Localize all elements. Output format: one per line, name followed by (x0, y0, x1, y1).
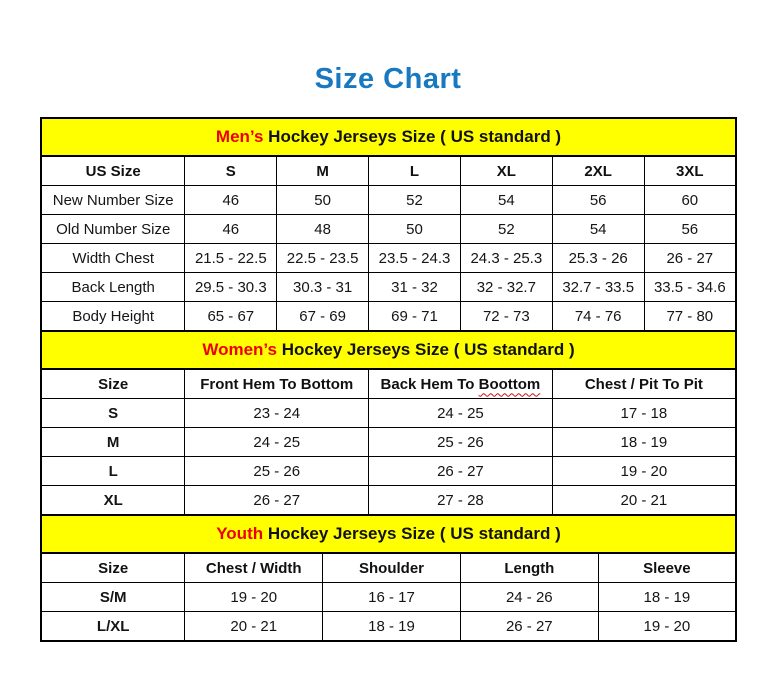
size-value: 24.3 - 25.3 (460, 244, 552, 273)
row-label: L (41, 457, 185, 486)
size-value: 23.5 - 24.3 (369, 244, 461, 273)
column-header: Front Hem To Bottom (185, 369, 369, 399)
womens-band-row (41, 331, 736, 369)
header-row (41, 553, 736, 583)
column-header: 3XL (644, 156, 736, 186)
size-value: 50 (369, 215, 461, 244)
column-header: Shoulder (323, 553, 461, 583)
row-label: New Number Size (41, 186, 185, 215)
youth-size-table (40, 514, 737, 642)
table-row (41, 486, 736, 516)
table-row (41, 302, 736, 332)
column-header: Back Hem To Boottom (369, 369, 553, 399)
band-text: Hockey Jerseys Size ( US standard ) (276, 340, 575, 359)
size-value: 22.5 - 23.5 (277, 244, 369, 273)
size-value: 48 (277, 215, 369, 244)
row-label: Old Number Size (41, 215, 185, 244)
row-label: S (41, 399, 185, 428)
size-tables (40, 117, 737, 642)
column-header: Size (41, 369, 185, 399)
size-value: 25 - 26 (369, 428, 553, 457)
womens-band (41, 331, 736, 369)
size-value: 26 - 27 (369, 457, 553, 486)
mens-size-table (40, 117, 737, 332)
size-value: 56 (552, 186, 644, 215)
size-value: 25 - 26 (185, 457, 369, 486)
row-label: L/XL (41, 612, 185, 642)
header-row (41, 369, 736, 399)
size-value: 30.3 - 31 (277, 273, 369, 302)
column-header: Chest / Pit To Pit (552, 369, 736, 399)
size-value: 23 - 24 (185, 399, 369, 428)
row-label: M (41, 428, 185, 457)
column-header: XL (460, 156, 552, 186)
womens-size-table (40, 330, 737, 516)
size-value: 52 (369, 186, 461, 215)
size-value: 32.7 - 33.5 (552, 273, 644, 302)
size-value: 18 - 19 (598, 583, 736, 612)
size-value: 60 (644, 186, 736, 215)
size-value: 65 - 67 (185, 302, 277, 332)
band-text: Hockey Jerseys Size ( US standard ) (263, 524, 561, 543)
size-value: 17 - 18 (552, 399, 736, 428)
column-header: Size (41, 553, 185, 583)
mens-band-row (41, 118, 736, 156)
band-highlight: Youth (216, 524, 264, 543)
table-row (41, 244, 736, 273)
size-value: 52 (460, 215, 552, 244)
size-value: 24 - 26 (460, 583, 598, 612)
size-value: 24 - 25 (369, 399, 553, 428)
size-value: 20 - 21 (552, 486, 736, 516)
size-value: 29.5 - 30.3 (185, 273, 277, 302)
size-value: 19 - 20 (598, 612, 736, 642)
band-text: Hockey Jerseys Size ( US standard ) (263, 127, 562, 146)
size-value: 56 (644, 215, 736, 244)
size-value: 16 - 17 (323, 583, 461, 612)
row-label: S/M (41, 583, 185, 612)
size-value: 46 (185, 186, 277, 215)
row-label: XL (41, 486, 185, 516)
youth-band (41, 515, 736, 553)
size-value: 31 - 32 (369, 273, 461, 302)
size-value: 20 - 21 (185, 612, 323, 642)
size-value: 19 - 20 (185, 583, 323, 612)
size-value: 46 (185, 215, 277, 244)
size-value: 74 - 76 (552, 302, 644, 332)
column-header: S (185, 156, 277, 186)
row-label: Body Height (41, 302, 185, 332)
size-value: 18 - 19 (552, 428, 736, 457)
row-label: Width Chest (41, 244, 185, 273)
size-value: 26 - 27 (644, 244, 736, 273)
column-header: 2XL (552, 156, 644, 186)
column-header: Chest / Width (185, 553, 323, 583)
column-header: Sleeve (598, 553, 736, 583)
size-value: 21.5 - 22.5 (185, 244, 277, 273)
table-row (41, 428, 736, 457)
size-value: 67 - 69 (277, 302, 369, 332)
size-value: 26 - 27 (185, 486, 369, 516)
size-value: 77 - 80 (644, 302, 736, 332)
size-value: 18 - 19 (323, 612, 461, 642)
table-row (41, 273, 736, 302)
column-header: M (277, 156, 369, 186)
size-value: 32 - 32.7 (460, 273, 552, 302)
size-value: 50 (277, 186, 369, 215)
size-value: 33.5 - 34.6 (644, 273, 736, 302)
table-row (41, 399, 736, 428)
size-value: 26 - 27 (460, 612, 598, 642)
size-value: 69 - 71 (369, 302, 461, 332)
band-highlight: Women’s (202, 340, 277, 359)
table-row (41, 215, 736, 244)
size-value: 54 (460, 186, 552, 215)
band-highlight: Men’s (215, 127, 264, 146)
table-row (41, 612, 736, 642)
misspelled-word: Boottom (478, 375, 541, 393)
size-value: 54 (552, 215, 644, 244)
table-row (41, 186, 736, 215)
youth-band-row (41, 515, 736, 553)
size-value: 27 - 28 (369, 486, 553, 516)
column-header: Length (460, 553, 598, 583)
row-label: Back Length (41, 273, 185, 302)
header-row (41, 156, 736, 186)
table-row (41, 583, 736, 612)
size-value: 24 - 25 (185, 428, 369, 457)
table-row (41, 457, 736, 486)
size-value: 19 - 20 (552, 457, 736, 486)
size-value: 72 - 73 (460, 302, 552, 332)
page-title: Size Chart (314, 63, 462, 95)
size-value: 25.3 - 26 (552, 244, 644, 273)
column-header: L (369, 156, 461, 186)
mens-band (41, 118, 736, 156)
column-header: US Size (41, 156, 185, 186)
